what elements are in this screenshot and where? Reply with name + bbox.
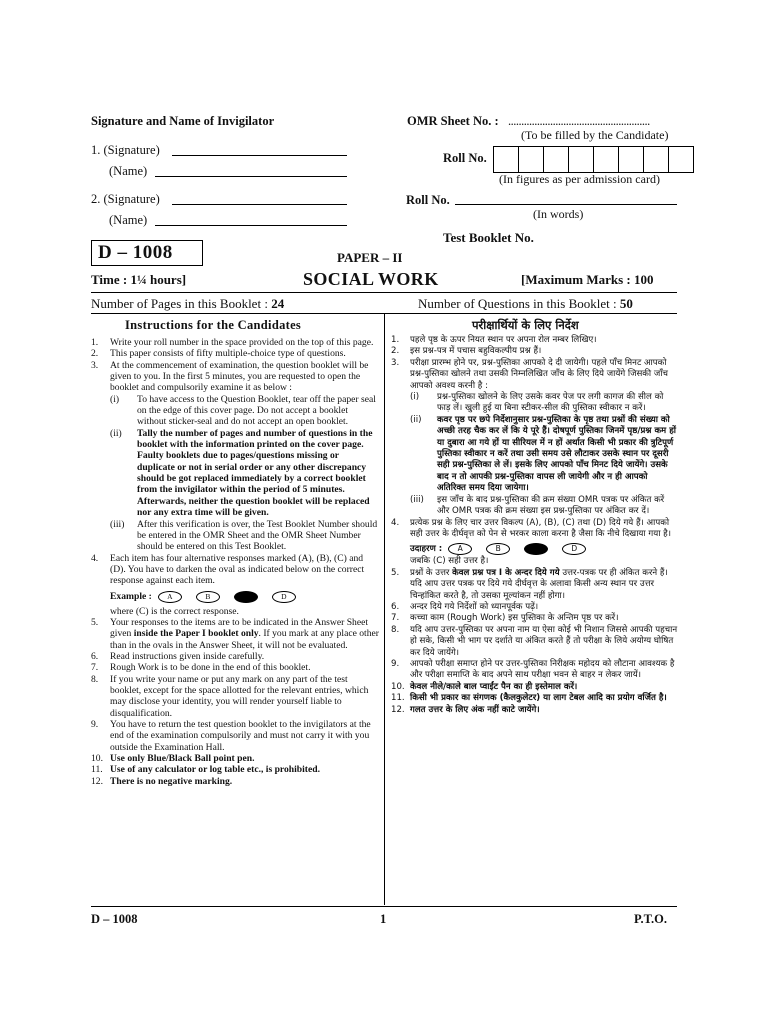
item-number: 1.: [91, 337, 99, 348]
item-text: Rough Work is to be done in the end of this booklet.: [110, 662, 311, 674]
item-text: किसी भी प्रकार का संगणक (कैलकुलेटर) या लाग टेबल आदि का प्रयोग वर्जित है।: [410, 693, 667, 704]
omr-field[interactable]: ......................................................: [508, 114, 650, 128]
example-row: [110, 591, 379, 603]
instruction-item: 6. Read instructions given inside carefully.: [91, 650, 265, 662]
item-text: परीक्षा प्रारम्भ होने पर, प्रश्न-पुस्तिका आपको दे दी जायेगी। पहले पाँच मिनट आपको प्रश्न-पुस्तिका खोलने तथा उसकी निम्नलिखित जाँच के लिए दिये जायेंगे जिसकी जाँच आपको अवश्य करनी है :: [410, 357, 668, 391]
roll-words-line[interactable]: [455, 204, 677, 205]
item-text: . If you mark at any place other than in the ovals in the Answer Sheet, it will not be evaluated.: [110, 628, 379, 651]
item-text: केवल नीले/काले बाल प्वाईंट पैन का ही इस्तेमाल करें।: [410, 681, 578, 692]
instruction-item: 5. प्रश्नों के उत्तर केवल प्रश्न पत्र I के अन्दर दिये गये उत्तर-पत्रक पर ही अंकित करने हैं। यदि आप उत्तर पत्रक पर दिये गये दीर्घवृत्त के अलावा किसी अन्य स्थान पर उत्तर चिन्हांकित करते है, तो उसका मूल्यांकन नहीं होगा।: [391, 567, 668, 601]
instruction-item: 3. परीक्षा प्रारम्भ होने पर, प्रश्न-पुस्तिका आपको दे दी जायेगी। पहले पाँच मिनट आपको प्रश्न-पुस्तिका खोलने तथा उसकी निम्नलिखित जाँच के लिए दिये जायेंगे जिसकी जाँच आपको अवश्य करनी है : (i) प्रश्न-पुस्तिका खोलने के लिए उसके कवर पेज पर लगी कागज की सील को फाड़ लें। खुली हुई या बिना स्टीकर-सील की पुस्तिका स्वीकार न करें। (ii) कवर पृष्ठ पर छपे निर्देशानुसार प्रश्न-पुस्तिका के पृष्ठ तथा प्रश्नों की संख्या को अच्छी तरह चैक कर लें कि ये पूरे हैं। दोषपूर्ण पुस्तिका जिनमें पृष्ठ/प्रश्न कम हों या दुबारा आ गये हों या सीरियल में न हों अर्थात किसी भी प्रकार की त्रुटिपूर्ण पुस्तिका स्वीकार न करें तथा उसी समय उसे लौटाकर उसके स्थान पर दूसरी सही प्रश्न-पुस्तिका ले लें। इसके लिए आपको पाँच मिनट दिये जायेंगे। उसके बाद न तो आपकी प्रश्न-पुस्तिका वापस ली जायेगी और न ही आपको अतिरिक्त समय दिया जायेगा। (iii) इस जाँच के बाद प्रश्न-पुस्तिका की क्रम संख्या OMR पत्रक पर अंकित करें और OMR पत्रक की क्रम संख्या इस प्रश्न-पुस्तिका पर अंकित कर दें।: [391, 358, 678, 518]
option-b-oval: B: [196, 591, 220, 603]
example-note: जबकि (C) सही उत्तर है।: [410, 556, 489, 567]
option-b-oval: B: [486, 543, 510, 555]
example-label: Example :: [110, 590, 152, 602]
sub-text: प्रश्न-पुस्तिका खोलने के लिए उसके कवर पेज पर लगी कागज की सील को फाड़ लें। खुली हुई या बिना स्टीकर-सील की पुस्तिका स्वीकार न करें।: [437, 392, 664, 414]
hindi-instructions: [391, 335, 678, 716]
signature-1-label: 1. (Signature): [91, 143, 160, 157]
example-label: उदाहरण :: [410, 543, 443, 554]
roll-digit-box[interactable]: [543, 146, 569, 173]
roll-words-note: (In words): [533, 207, 584, 221]
hindi-instructions-title: परीक्षार्थियों के लिए निर्देश: [472, 318, 579, 332]
signature-1-line[interactable]: [172, 155, 347, 156]
sub-number: (iii): [110, 518, 125, 530]
omr-note: (To be filled by the Candidate): [521, 128, 669, 142]
name-1-label: (Name): [109, 164, 148, 178]
roll-words-label: Roll No.: [406, 193, 450, 207]
item-text: आपको परीक्षा समाप्त होने पर उत्तर-पुस्तिका निरीक्षक महोदय को लौटाना आवश्यक है और परीक्षा समाप्ति के बाद अपने साथ परीक्षा भवन से बाहर न लेकर जायें।: [410, 658, 675, 681]
roll-digit-box[interactable]: [668, 146, 694, 173]
roll-no-label: Roll No.: [443, 151, 487, 165]
instruction-item: 11. किसी भी प्रकार का संगणक (कैलकुलेटर) या लाग टेबल आदि का प्रयोग वर्जित है।: [391, 693, 667, 704]
questions-value: 50: [619, 296, 633, 311]
maximum-marks: [Maximum Marks : 100: [521, 272, 654, 287]
instruction-item: 8. यदि आप उत्तर-पुस्तिका पर अपना नाम या ऐसा कोई भी निशान जिससे आपकी पहचान हो सके, किसी भी भाग पर दर्शाते या अंकित करते हैं तो परीक्षा के लिये अयोग्य घोषित कर दिये जायेंगे।: [391, 624, 678, 658]
sub-item: (iii) इस जाँच के बाद प्रश्न-पुस्तिका की क्रम संख्या OMR पत्रक पर अंकित करें और OMR पत्रक की क्रम संख्या इस प्रश्न-पुस्तिका पर अंकित कर दें।: [410, 494, 665, 517]
instruction-item: [91, 360, 379, 553]
sub-text: Tally the number of pages and number of questions in the booklet with the information printed on the cover page. Faulty booklets due to pages/questions missing or duplicate or not in serial order or any other discrepancy should be got replaced immediately by a correct booklet from the invigilator within the period of 5 minutes. Afterwards, neither the question booklet will be replaced nor any extra time will be given.: [137, 427, 373, 519]
item-text: This paper consists of fifty multiple-choice type of questions.: [110, 348, 346, 360]
instruction-item: 7. कच्चा काम (Rough Work) इस पुस्तिका के अन्तिम पृष्ठ पर करें।: [391, 613, 619, 624]
sub-item: (ii) कवर पृष्ठ पर छपे निर्देशानुसार प्रश्न-पुस्तिका के पृष्ठ तथा प्रश्नों की संख्या को अच्छी तरह चैक कर लें कि ये पूरे हैं। दोषपूर्ण पुस्तिका जिनमें पृष्ठ/प्रश्न कम हों या दुबारा आ गये हों या सीरियल में न हों अर्थात किसी भी प्रकार की त्रुटिपूर्ण पुस्तिका स्वीकार न करें तथा उसी समय उसे लौटाकर उसके स्थान पर दूसरी सही प्रश्न-पुस्तिका ले लें। इसके लिए आपको पाँच मिनट दिये जायेंगे। उसके बाद न तो आपकी प्रश्न-पुस्तिका वापस ली जायेगी और न ही आपको अतिरिक्त समय दिया जायेगा।: [410, 414, 676, 494]
item-text: प्रत्येक प्रश्न के लिए चार उत्तर विकल्प (A), (B), (C) तथा (D) दिये गये हैं। आपको सही उत्तर के दीर्घवृत्त को पेन से भरकर काला करना है जैसा कि नीचे दिखाया गया है।: [410, 517, 671, 539]
invigilator-title: Signature and Name of Invigilator: [91, 114, 275, 128]
column-divider: [384, 313, 385, 905]
footer-divider: [91, 906, 677, 907]
roll-digit-box[interactable]: [618, 146, 644, 173]
roll-digit-box[interactable]: [568, 146, 594, 173]
instruction-item: 1. पहले पृष्ठ के ऊपर नियत स्थान पर अपना रोल नम्बर लिखिए।: [391, 335, 597, 345]
option-d-oval: D: [272, 591, 296, 603]
item-text: Read instructions given inside carefully.: [110, 650, 265, 662]
sub-item: [110, 394, 379, 428]
roll-digit-box[interactable]: [643, 146, 669, 173]
instruction-item: 5. Your responses to the items are to be indicated in the Answer Sheet given inside the Paper I booklet only. If you mark at any place other than in the ovals in the Answer Sheet, it will not be evaluated.: [91, 616, 379, 651]
sub-text: कवर पृष्ठ पर छपे निर्देशानुसार प्रश्न-पुस्तिका के पृष्ठ तथा प्रश्नों की संख्या को अच्छी तरह चैक कर लें कि ये पूरे हैं। दोषपूर्ण पुस्तिका जिनमें पृष्ठ/प्रश्न कम हों या दुबारा आ गये हों या सीरियल में न हों अर्थात किसी भी प्रकार की त्रुटिपूर्ण पुस्तिका स्वीकार न करें तथा उसी समय उसे लौटाकर उसके स्थान पर दूसरी सही प्रश्न-पुस्तिका ले लें। इसके लिए आपको पाँच मिनट दिये जायेंगे। उसके बाद न तो आपकी प्रश्न-पुस्तिका वापस ली जायेगी और न ही आपको अतिरिक्त समय दिया जायेगा।: [437, 414, 676, 494]
test-booklet-label: Test Booklet No.: [443, 230, 534, 245]
name-2-label: (Name): [109, 213, 148, 227]
pages-count: [91, 296, 284, 312]
pto-label: P.T.O.: [634, 912, 667, 926]
instruction-item: 4. प्रत्येक प्रश्न के लिए चार उत्तर विकल्प (A), (B), (C) तथा (D) दिये गये हैं। आपको सही उत्तर के दीर्घवृत्त को पेन से भरकर काला करना है जैसा कि नीचे दिखाया गया है। उदाहरण : A B D जबकि (C) सही उत्तर है।: [391, 518, 678, 568]
roll-digit-box[interactable]: [518, 146, 544, 173]
item-number: 3.: [91, 359, 99, 371]
sub-text: After this verification is over, the Test Booklet Number should be entered in the OMR Sheet and the OMR Sheet Number should be entered on this Test Booklet.: [137, 518, 378, 553]
item-text: Use only Blue/Black Ball point pen.: [110, 753, 255, 765]
item-text: कच्चा काम (Rough Work) इस पुस्तिका के अन्तिम पृष्ठ पर करें।: [410, 613, 619, 624]
subject-title: SOCIAL WORK: [303, 269, 439, 289]
instruction-item: 4. Each item has four alternative responses marked (A), (B), (C) and (D). You have to darken the oval as indicated below on the correct response against each item. Example : A B D where (C) is the correct response.: [91, 553, 379, 617]
instruction-item: [91, 337, 379, 348]
time-allowed: Time : 1¼ hours]: [91, 272, 187, 287]
item-text: There is no negative marking.: [110, 775, 233, 787]
pages-value: 24: [271, 296, 285, 311]
sub-number: (i): [110, 393, 120, 405]
item-text: Write your roll number in the space provided on the top of this page.: [110, 337, 374, 348]
instruction-item: 11. Use of any calculator or log table etc., is prohibited.: [91, 764, 320, 776]
instruction-item: 12. गलत उत्तर के लिए अंक नहीं काटे जायेंगे।: [391, 704, 540, 715]
instruction-item: 9. You have to return the test question booklet to the invigilators at the end of the examination compulsorily and must not carry it with you outside the Examination Hall.: [91, 719, 371, 753]
footer-code: D – 1008: [91, 912, 138, 926]
sub-text: To have access to the Question Booklet, tear off the paper seal on the edge of this cover page. Do not accept a booklet without sticker-seal and do not accept an open booklet.: [137, 393, 376, 428]
roll-digit-box[interactable]: [593, 146, 619, 173]
sub-item: (i) प्रश्न-पुस्तिका खोलने के लिए उसके कवर पेज पर लगी कागज की सील को फाड़ लें। खुली हुई या बिना स्टीकर-सील की पुस्तिका स्वीकार न करें।: [410, 392, 664, 414]
item-text: उत्तर-पत्रक पर ही अंकित करने हैं। यदि आप उत्तर पत्रक पर दिये गये दीर्घवृत्त के अलावा किसी अन्य स्थान पर उत्तर चिन्हांकित करते है, तो उसका मूल्यांकन नहीं होगा।: [410, 567, 668, 601]
name-2-line[interactable]: [155, 225, 347, 226]
booklet-code: D – 1008: [91, 240, 203, 266]
item-text: पहले पृष्ठ के ऊपर नियत स्थान पर अपना रोल नम्बर लिखिए।: [410, 335, 597, 345]
instruction-item: 12. There is no negative marking.: [91, 775, 233, 787]
example-note: where (C) is the correct response.: [110, 605, 239, 617]
item-text: Your responses to the items are to be indicated in the Answer Sheet given: [110, 616, 369, 640]
name-1-line[interactable]: [155, 176, 347, 177]
item-text: गलत उत्तर के लिए अंक नहीं काटे जायेंगे।: [410, 704, 540, 715]
example-row: [410, 543, 678, 555]
item-text: इस प्रश्न-पत्र में पचास बहुविकल्पीय प्रश्न हैं।: [410, 346, 542, 357]
item-text: If you write your name or put any mark on any part of the test booklet, except for the space allotted for the relevant entries, which may disclose your identity, you will render yourself liable to disqualification.: [110, 673, 369, 719]
item-text: प्रश्नों के उत्तर: [410, 567, 453, 578]
sub-item: [110, 519, 379, 553]
item-text: अन्दर दिये गये निर्देशों को ध्यानपूर्वक पढ़ें।: [410, 601, 539, 612]
questions-label: Number of Questions in this Booklet :: [418, 296, 620, 311]
item-number: 2.: [91, 348, 99, 360]
item-text: यदि आप उत्तर-पुस्तिका पर अपना नाम या ऐसा कोई भी निशान जिससे आपकी पहचान हो सके, किसी भी भाग पर दर्शाते या अंकित करते हैं तो परीक्षा के लिये अयोग्य घोषित कर दिये जायेंगे।: [410, 624, 678, 658]
item-text-bold: केवल प्रश्न पत्र I के अन्दर दिये गये: [452, 567, 560, 578]
omr-label: OMR Sheet No. :: [407, 114, 499, 128]
item-text: Each item has four alternative responses marked (A), (B), (C) and (D). You have to darken the oval as indicated below on the correct response against each item.: [110, 552, 365, 587]
sub-item: [110, 428, 379, 519]
item-text: Use of any calculator or log table etc., is prohibited.: [110, 764, 320, 776]
signature-2-line[interactable]: [172, 204, 347, 205]
option-c-oval-filled: [524, 543, 548, 555]
roll-no-boxes[interactable]: [494, 146, 694, 173]
page-number: 1: [380, 912, 387, 926]
instruction-item: 8. If you write your name or put any mark on any part of the test booklet, except for the space allotted for the relevant entries, which may disclose your identity, you will render yourself liable to disqualification.: [91, 673, 369, 719]
instruction-item: [91, 348, 379, 359]
signature-2-label: 2. (Signature): [91, 192, 160, 206]
instruction-item: 9. आपको परीक्षा समाप्त होने पर उत्तर-पुस्तिका निरीक्षक महोदय को लौटाना आवश्यक है और परीक्षा समाप्ति के बाद अपने साथ परीक्षा भवन से बाहर न लेकर जायें।: [391, 658, 675, 681]
item-text: At the commencement of examination, the question booklet will be given to you. In the first 5 minutes, you are requested to open the booklet and compulsorily examine it as below :: [110, 359, 369, 394]
instruction-item: 6. अन्दर दिये गये निर्देशों को ध्यानपूर्वक पढ़ें।: [391, 601, 539, 612]
roll-no-note: (In figures as per admission card): [499, 172, 660, 186]
roll-digit-box[interactable]: [493, 146, 519, 173]
pages-label: Number of Pages in this Booklet :: [91, 296, 272, 311]
sub-number: (ii): [110, 427, 122, 439]
instruction-item: 10. Use only Blue/Black Ball point pen.: [91, 753, 255, 765]
sub-text: इस जाँच के बाद प्रश्न-पुस्तिका की क्रम संख्या OMR पत्रक पर अंकित करें और OMR पत्रक की क्रम संख्या इस प्रश्न-पुस्तिका पर अंकित कर दें।: [437, 494, 665, 517]
divider: [91, 292, 677, 293]
instruction-item: 2. इस प्रश्न-पत्र में पचास बहुविकल्पीय प्रश्न हैं।: [391, 346, 542, 357]
option-d-oval: D: [562, 543, 586, 555]
option-a-oval: A: [158, 591, 182, 603]
instruction-item: 10. केवल नीले/काले बाल प्वाईंट पैन का ही इस्तेमाल करें।: [391, 681, 578, 692]
paper-number: PAPER – II: [337, 250, 403, 265]
option-c-oval-filled: [234, 591, 258, 603]
option-a-oval: A: [448, 543, 472, 555]
item-text-bold: inside the Paper I booklet only: [133, 628, 259, 640]
instruction-item: 7. Rough Work is to be done in the end of this booklet.: [91, 662, 311, 674]
item-text: You have to return the test question booklet to the invigilators at the end of the examination compulsorily and must not carry it with you outside the Examination Hall.: [110, 719, 371, 753]
english-instructions-title: Instructions for the Candidates: [125, 318, 302, 332]
questions-count: [418, 296, 633, 312]
english-instructions: [91, 337, 379, 787]
